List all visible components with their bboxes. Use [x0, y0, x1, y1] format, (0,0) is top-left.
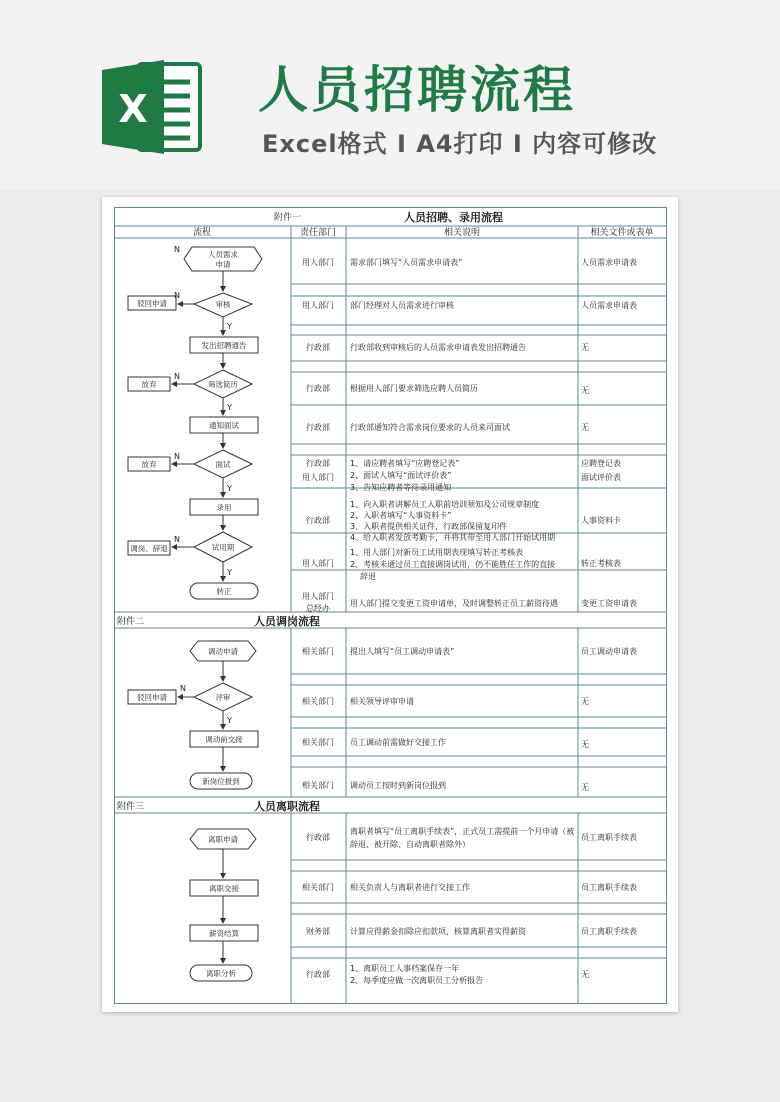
flow-label-reject: 驳回申请	[137, 299, 167, 308]
s2-row2-desc: 相关领导评审申请	[350, 697, 414, 706]
s2-row4-dept: 相关部门	[302, 781, 334, 790]
s2-row3-file: 无	[581, 740, 589, 749]
s3-row2-file: 员工离职手续表	[581, 883, 637, 892]
s1-hire-desc2: 2、入职者填写“人事资料卡”	[350, 511, 452, 520]
s2-row4-desc: 调动员工按时到新岗位报到	[350, 781, 446, 790]
s1-interview-desc1: 1、请应聘者填写“应聘登记表”	[350, 459, 460, 468]
flow3-label-settle: 薪资结算	[209, 929, 239, 938]
flow-label-abandon2: 放弃	[141, 460, 157, 469]
s3-row2-desc: 相关负责人与离职者进行交接工作	[350, 883, 470, 892]
s3-row4-file: 无	[581, 970, 589, 979]
s1-interview-dept2: 用人部门	[302, 473, 334, 482]
flow-label-notice: 发出招聘通告	[201, 341, 247, 350]
flow3-label-handover: 离职交接	[209, 884, 239, 893]
s1-trial-dept: 用人部门	[302, 559, 334, 568]
s1-trial-desc3: 辞退	[360, 572, 376, 581]
s3-row1-desc2: 辞退、被开除、自动离职者除外）	[350, 840, 470, 849]
flow-label-interview: 面试	[215, 460, 231, 469]
s1-row1-file: 人员需求申请表	[581, 258, 637, 267]
s3-row4-desc2: 2、每季度应做一次离职员工分析报告	[350, 976, 484, 985]
s2-row2-dept: 相关部门	[302, 697, 334, 706]
flowchart-resignation	[190, 829, 258, 981]
flow3-label-analysis: 离职分析	[206, 969, 236, 978]
flow-y-1: Y	[227, 322, 232, 331]
section2-title: 人员调岗流程	[254, 615, 320, 628]
flow-n-5: N	[174, 535, 180, 544]
s1-row5-desc: 行政部通知符合需求岗位要求的人员来司面试	[350, 423, 510, 432]
flow-y-4: Y	[227, 568, 232, 577]
excel-letter: X	[118, 87, 148, 131]
flow-n-3: N	[174, 372, 180, 381]
flow-label-transfer: 调岗、辞退	[130, 544, 168, 553]
s1-row5-dept: 行政部	[306, 423, 330, 432]
s3-row3-desc: 计算应得薪金扣除应扣款项，核算离职者实得薪资	[350, 927, 526, 936]
s3-row4-dept: 行政部	[306, 970, 330, 979]
s1-row4-file: 无	[581, 386, 589, 395]
flow2-label-handover: 调动前交接	[205, 735, 243, 744]
s1-hire-file: 人事资料卡	[581, 516, 621, 525]
flow-label-demand1: 人员需求	[208, 250, 238, 259]
s1-hire-desc4: 4、给入职者发放考勤卡，并将其带至用人部门开始试用期	[350, 533, 556, 542]
s1-interview-desc2: 2、面试人填写“面试评价表”	[350, 471, 452, 480]
s1-row5-file: 无	[581, 423, 589, 432]
flow2-y: Y	[227, 716, 232, 725]
s3-row1-desc1: 离职者填写“员工离职手续表”，正式员工需提前一个月申请（被	[350, 827, 575, 836]
flow-label-invite: 通知面试	[209, 421, 239, 430]
s1-hire-dept: 行政部	[306, 516, 330, 525]
flow2-n: N	[180, 684, 186, 693]
s1-row1-desc: 需求部门填写“人员需求申请表”	[350, 258, 463, 267]
s2-row3-desc: 员工调动前需做好交接工作	[350, 738, 446, 747]
s1-trial-desc1: 1、用人部门对新员工试用期表现填写转正考核表	[350, 548, 524, 557]
s1-row4-desc: 根据用人部门要求筛选应聘人员简历	[350, 384, 478, 393]
s3-row3-file: 员工离职手续表	[581, 927, 637, 936]
s3-row3-dept: 财务部	[306, 927, 330, 936]
flow-label-hire: 录用	[216, 503, 232, 512]
s2-row2-file: 无	[581, 697, 589, 706]
s1-hire-desc1: 1、向入职者讲解员工入职前培训须知及公司规章制度	[350, 500, 540, 509]
s3-row2-dept: 相关部门	[302, 883, 334, 892]
s2-row1-desc: 提出人填写“员工调动申请表”	[350, 647, 455, 656]
s1-interview-file2: 面试评价表	[581, 473, 621, 482]
flow2-label-apply: 调动申请	[208, 647, 238, 656]
s1-regular-desc: 用人部门提交变更工资申请单，及时调整转正员工薪资待遇	[350, 599, 558, 608]
flow-label-screen: 筛选简历	[208, 380, 238, 389]
flow-y-3: Y	[227, 484, 232, 493]
flow-n-2: N	[174, 291, 180, 300]
section2-tag: 附件二	[117, 617, 145, 627]
section1-title: 人员招聘、录用流程	[404, 211, 503, 224]
s1-row2-desc: 部门经理对人员需求进行审核	[350, 301, 454, 310]
flow3-label-apply: 离职申请	[208, 835, 238, 844]
flow-label-demand2: 申请	[215, 260, 231, 269]
s1-row2-dept: 用人部门	[302, 301, 334, 310]
header-file: 相关文件或表单	[590, 228, 654, 238]
flow-label-abandon1: 放弃	[141, 380, 157, 389]
s1-regular-file: 变更工资申请表	[581, 599, 637, 608]
section3-title: 人员离职流程	[254, 800, 320, 813]
flow-y-2: Y	[227, 403, 232, 412]
flow-n-4: N	[174, 452, 180, 461]
flow-label-trial: 试用期	[211, 543, 235, 552]
document-page	[102, 197, 678, 1012]
flow2-label-report: 新岗位报到	[202, 777, 240, 786]
section1-tag: 附件一	[274, 213, 302, 223]
page-title: 人员招聘流程	[258, 61, 576, 119]
s1-row1-dept: 用人部门	[302, 258, 334, 267]
flow-label-regular: 转正	[216, 587, 232, 596]
section3-tag: 附件三	[117, 802, 145, 812]
header-dept: 责任部门	[299, 228, 337, 238]
s2-row4-file: 无	[581, 783, 589, 792]
s1-interview-file1: 应聘登记表	[581, 459, 621, 468]
s1-row3-dept: 行政部	[306, 343, 330, 352]
s3-row4-desc1: 1、离职员工人事档案保存一年	[350, 964, 460, 973]
s1-row3-desc: 行政部收到审核后的人员需求申请表发出招聘通告	[350, 343, 526, 352]
s1-regular-dept2: 总经办	[306, 604, 330, 613]
s3-row1-file: 员工离职手续表	[581, 833, 637, 842]
header-desc: 相关说明	[443, 228, 481, 238]
process-table	[114, 207, 667, 1004]
s1-row4-dept: 行政部	[306, 384, 330, 393]
flow2-label-reject: 驳回申请	[137, 693, 167, 702]
s3-row1-dept: 行政部	[306, 833, 330, 842]
s1-row3-file: 无	[581, 343, 589, 352]
flow-label-review: 审核	[215, 300, 231, 309]
s1-trial-file: 转正考核表	[581, 559, 621, 568]
excel-icon	[102, 58, 204, 156]
flowchart-transfer	[128, 641, 258, 789]
s2-row1-file: 员工调动申请表	[581, 647, 637, 656]
s1-regular-dept1: 用人部门	[302, 592, 334, 601]
s1-interview-dept1: 行政部	[306, 459, 330, 468]
s2-row3-dept: 相关部门	[302, 738, 334, 747]
flow-n-1: N	[174, 245, 180, 254]
header-flow: 流程	[192, 228, 212, 238]
s1-row2-file: 人员需求申请表	[581, 301, 637, 310]
page-subtitle: Excel格式 I A4打印 I 内容可修改	[262, 130, 658, 158]
s1-trial-desc2: 2、考核未通过员工直接调岗试用，仍不能胜任工作的直接	[350, 560, 556, 569]
s1-hire-desc3: 3、入职者提供相关证件，行政部保留复印件	[350, 522, 508, 531]
s2-row1-dept: 相关部门	[302, 647, 334, 656]
banner	[0, 0, 780, 190]
s1-interview-desc3: 3、告知应聘者等待录用通知	[350, 483, 452, 492]
flow2-label-review: 评审	[215, 693, 231, 702]
